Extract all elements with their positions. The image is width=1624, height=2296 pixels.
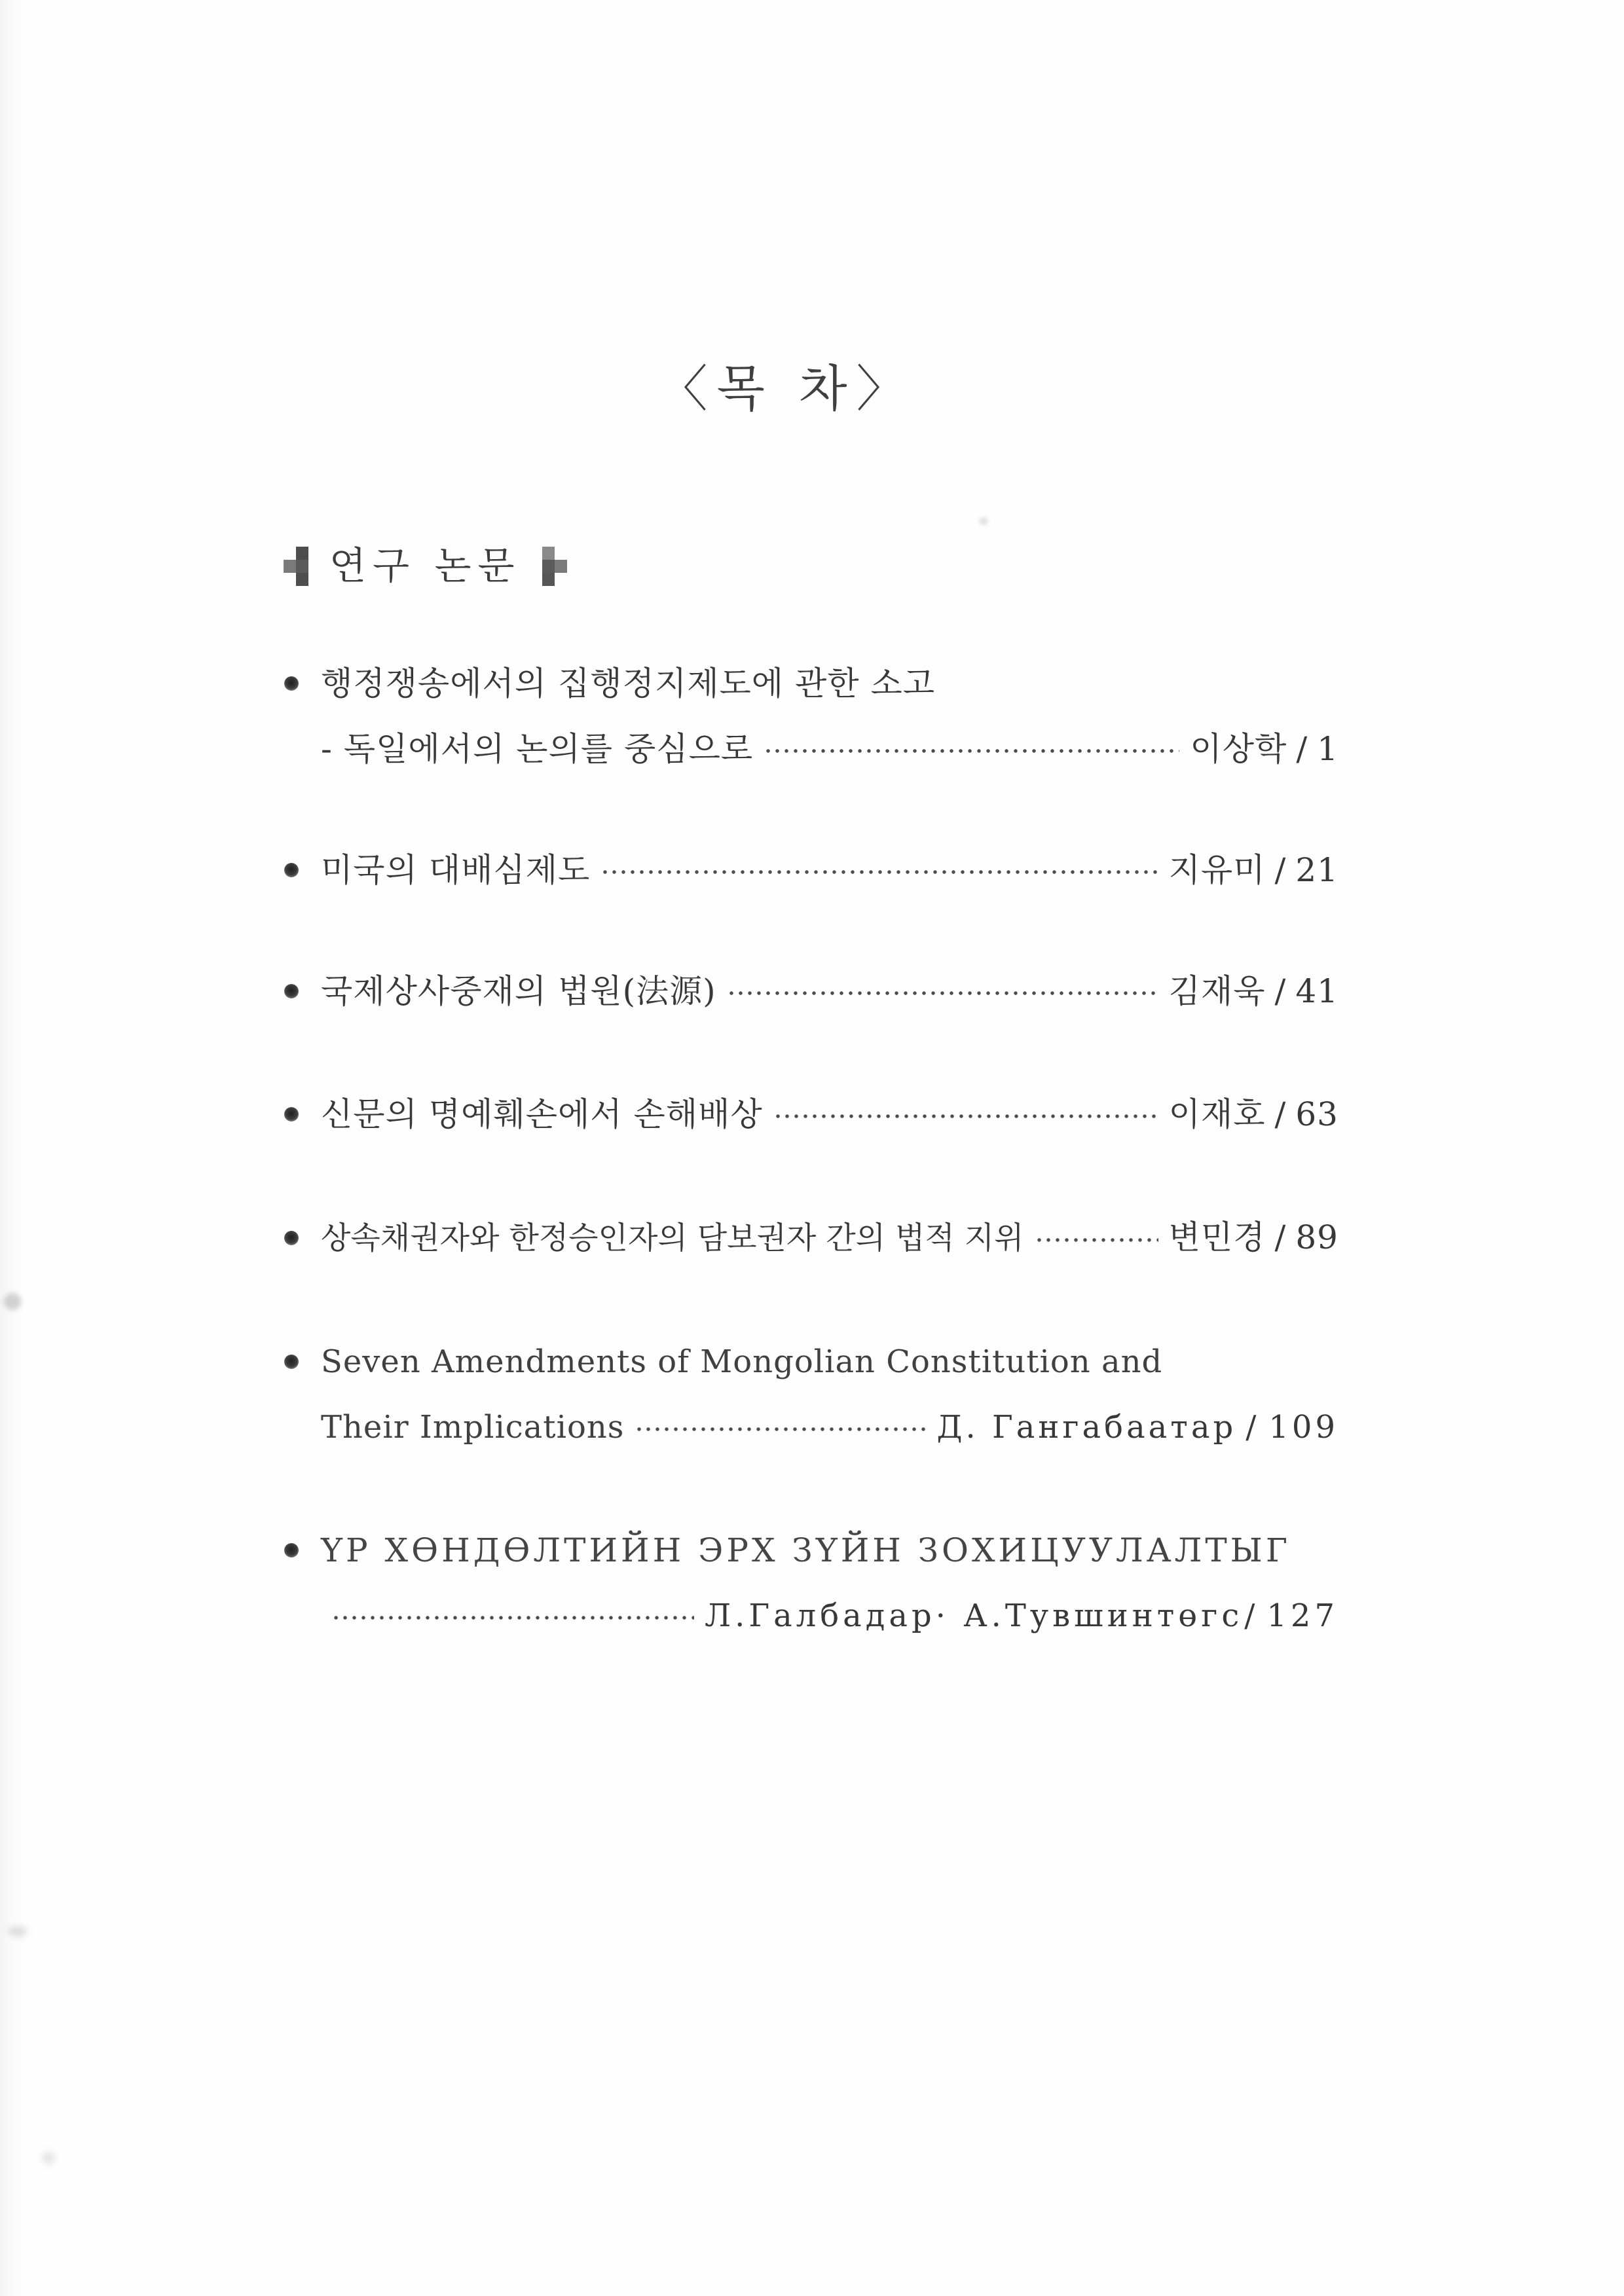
entry-line: [275, 1216, 1338, 1260]
page-separator: /: [1274, 972, 1287, 1010]
toc-entry: [275, 1529, 1338, 1637]
entry-page-number: 41: [1295, 972, 1338, 1010]
entry-title: 신문의 명예훼손에서 손해배상: [321, 1095, 763, 1133]
entry-byline: [1190, 728, 1338, 770]
dot-leader: [727, 988, 1158, 998]
entry-line: [275, 728, 1338, 770]
scan-artifact: [979, 517, 988, 525]
entry-author: 변민경: [1168, 1218, 1266, 1256]
entry-line: [275, 1529, 1338, 1571]
entry-line: [275, 1595, 1338, 1637]
entry-byline: [1169, 1093, 1338, 1135]
entry-author: 지유미: [1168, 851, 1266, 889]
entry-page-number: 89: [1295, 1218, 1338, 1256]
bullet-icon: [275, 676, 321, 691]
entry-page-number: 21: [1295, 851, 1338, 889]
entry-author: Л.Галбадар· А.Тувшинтөгс: [705, 1597, 1244, 1634]
toc-entry: [275, 1093, 1338, 1135]
entry-subtitle: Their Implications: [321, 1409, 625, 1446]
entry-page-number: 127: [1266, 1597, 1338, 1634]
scan-artifact: [8, 1926, 28, 1937]
entry-title: Seven Amendments of Mongolian Constitution and: [321, 1343, 1163, 1380]
entry-byline: [1169, 849, 1338, 891]
entry-byline: [1169, 970, 1338, 1012]
bullet-icon: [275, 1231, 321, 1245]
entry-author: Д. Гангабаатар: [936, 1409, 1237, 1446]
scan-artifact: [4, 1293, 21, 1310]
page-separator: /: [1274, 851, 1287, 889]
section-header: [284, 543, 567, 589]
toc-entry: [275, 1216, 1338, 1260]
entry-title: 행정쟁송에서의 집행정지제도에 관한 소고: [321, 665, 936, 702]
entry-subtitle: - 독일에서의 논의를 중심으로: [321, 730, 754, 768]
entry-byline: [936, 1406, 1338, 1448]
toc-entry: [275, 663, 1338, 770]
entry-author: 이상학: [1190, 730, 1287, 768]
dot-leader: [635, 1424, 926, 1434]
entry-byline: [1169, 1216, 1338, 1258]
bullet-icon: [275, 863, 321, 877]
entry-title: 국제상사중재의 법원(法源): [321, 972, 716, 1010]
dot-leader: [764, 746, 1179, 756]
dot-leader: [1035, 1235, 1158, 1245]
ornament-right-icon: [542, 547, 567, 586]
entry-author: 김재욱: [1168, 972, 1266, 1010]
entry-line: [275, 1406, 1338, 1448]
bullet-icon: [275, 1543, 321, 1558]
bullet-icon: [275, 984, 321, 998]
entry-title: ҮР ХӨНДӨЛТИЙН ЭРХ ЗҮЙН ЗОХИЦУУЛАЛТЫГ: [321, 1531, 1291, 1569]
bullet-icon: [275, 1107, 321, 1121]
page-title: 〈목 차〉: [657, 359, 915, 418]
page-separator: /: [1246, 1409, 1260, 1446]
toc-entry: [275, 970, 1338, 1012]
entry-page-number: 1: [1317, 730, 1338, 768]
entry-byline: [705, 1595, 1338, 1637]
dot-leader: [600, 867, 1158, 877]
bullet-icon: [275, 1355, 321, 1369]
page-separator: /: [1296, 730, 1308, 768]
entry-line: [275, 1093, 1338, 1135]
ornament-left-icon: [284, 547, 308, 586]
entry-title: 상속채권자와 한정승인자의 담보권자 간의 법적 지위: [321, 1220, 1024, 1256]
toc-entry: [275, 849, 1338, 891]
entry-page-number: 109: [1268, 1409, 1338, 1446]
scan-artifact: [42, 2151, 55, 2164]
section-header-label: 연구 논문: [329, 543, 521, 588]
dot-leader: [773, 1111, 1158, 1121]
page-separator: /: [1244, 1597, 1259, 1634]
entry-line: [275, 663, 1338, 704]
entry-line: [275, 970, 1338, 1012]
toc-entry: [275, 1341, 1338, 1448]
dot-leader: [331, 1613, 694, 1623]
entry-author: 이재호: [1168, 1095, 1266, 1133]
entry-page-number: 63: [1295, 1095, 1338, 1133]
entry-line: [275, 1341, 1338, 1383]
page-separator: /: [1274, 1095, 1287, 1133]
entry-line: [275, 849, 1338, 891]
entry-title: 미국의 대배심제도: [321, 851, 591, 889]
page-separator: /: [1274, 1218, 1287, 1256]
